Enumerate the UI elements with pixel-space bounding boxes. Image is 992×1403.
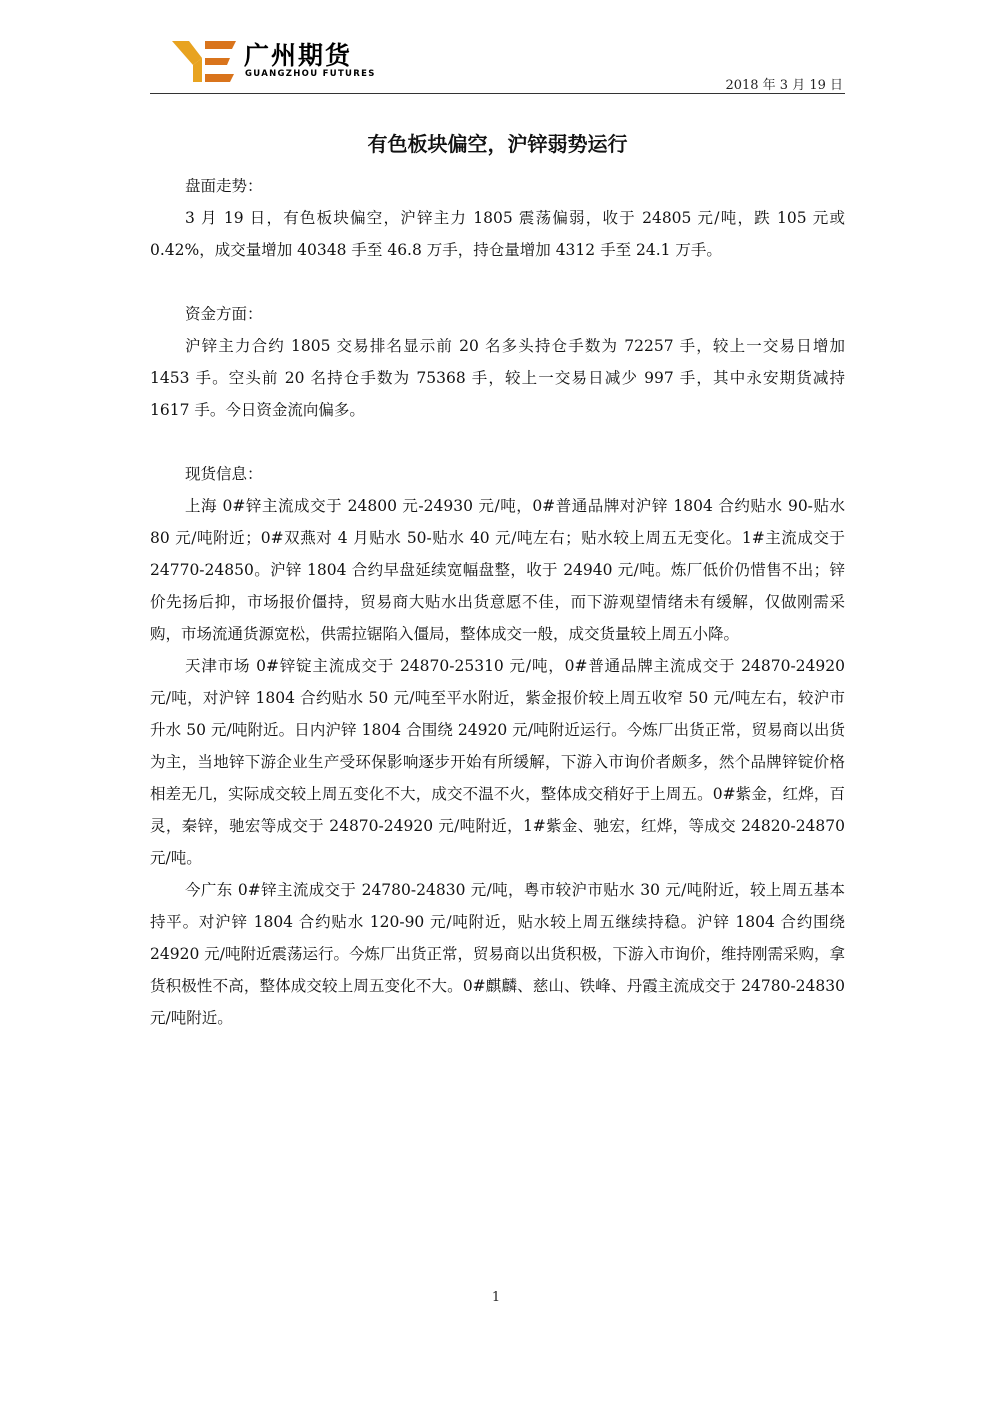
company-logo-icon [172,38,238,84]
article-body [150,170,845,1034]
section-heading-spot: 现货信息： [185,465,263,483]
spacer [150,426,845,458]
page-number: 1 [491,1290,501,1305]
section-heading-funds: 资金方面： [185,305,263,323]
brand-name: 广州期货 [244,41,353,70]
header-divider [150,93,845,94]
brand-subtitle: GUANGZHOU FUTURES [245,69,376,79]
article-title: 有色板块偏空，沪锌弱势运行 [367,132,628,156]
paragraph-market: 3 月 19 日，有色板块偏空，沪锌主力 1805 震荡偏弱，收于 24805 元/吨，跌 105 元或 0.42%，成交量增加 40348 手至 46.8 万手，持仓量增加 4312 手至 24.1 万手。 [150,209,845,259]
paragraph-spot-guangdong: 今广东 0#锌主流成交于 24780-24830 元/吨，粤市较沪市贴水 30 元/吨附近，较上周五基本持平。对沪锌 1804 合约贴水 120-90 元/吨附近，贴水较上周五继续持稳。沪锌 1804 合约围绕 24920 元/吨附近震荡运行。今炼厂出货正常，贸易商以出货积极，下游入市询价，维持刚需采购，拿货积极性不高，整体成交较上周五变化不大。0#麒麟、慈山、铁峰、丹霞主流成交于 24780-24830 元/吨附近。 [150,881,845,1027]
report-date: 2018 年 3 月 19 日 [725,78,843,93]
paragraph-spot-shanghai: 上海 0#锌主流成交于 24800 元-24930 元/吨，0#普通品牌对沪锌 1804 合约贴水 90-贴水 80 元/吨附近；0#双燕对 4 月贴水 50-贴水 40 元/吨左右；贴水较上周五无变化。1#主流成交于 24770-24850。沪锌 1804 合约早盘延续宽幅盘整，收于 24940 元/吨。炼厂低价仍惜售不出；锌价先扬后抑，市场报价僵持，贸易商大贴水出货意愿不佳，而下游观望情绪未有缓解，仅做刚需采购，市场流通货源宽松，供需拉锯陷入僵局，整体成交一般，成交货量较上周五小降。 [150,497,845,643]
section-heading-market: 盘面走势： [185,177,263,195]
spacer [150,266,845,298]
paragraph-funds: 沪锌主力合约 1805 交易排名显示前 20 名多头持仓手数为 72257 手，较上一交易日增加 1453 手。空头前 20 名持仓手数为 75368 手，较上一交易日减少 997 手，其中永安期货减持 1617 手。今日资金流向偏多。 [150,337,845,419]
page-header [150,28,845,94]
paragraph-spot-tianjin: 天津市场 0#锌锭主流成交于 24870-25310 元/吨，0#普通品牌主流成交于 24870-24920 元/吨，对沪锌 1804 合约贴水 50 元/吨至平水附近，紫金报价较上周五收窄 50 元/吨左右，较沪市升水 50 元/吨附近。日内沪锌 1804 合围绕 24920 元/吨附近运行。今炼厂出货正常，贸易商以出货为主，当地锌下游企业生产受环保影响逐步开始有所缓解，下游入市询价者颇多，然个品牌锌锭价格相差无几，实际成交较上周五变化不大，成交不温不火，整体成交稍好于上周五。0#紫金，红烨，百灵，秦锌，驰宏等成交于 24870-24920 元/吨附近，1#紫金、驰宏，红烨，等成交 24820-24870 元/吨。 [150,657,845,867]
